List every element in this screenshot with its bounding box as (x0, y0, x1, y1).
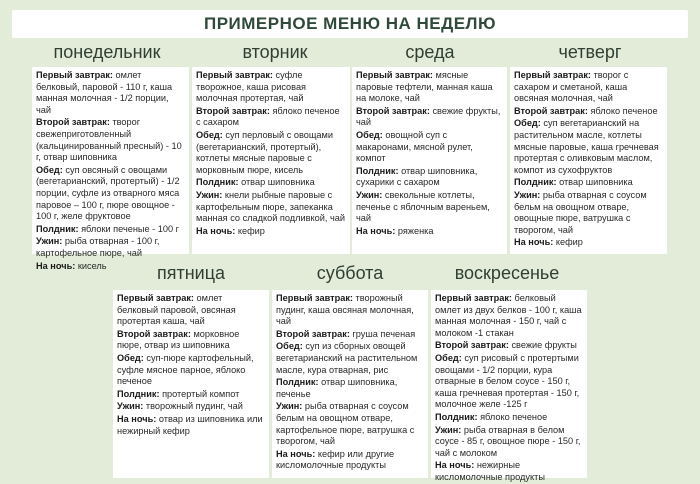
meal-entry (117, 329, 265, 352)
meal-entry (196, 177, 346, 189)
meal-label: Полдник: (435, 411, 478, 422)
meal-entry (276, 449, 424, 472)
meal-text: кефир (553, 237, 583, 248)
meal-entry (196, 70, 346, 105)
meal-text: свежие фрукты (508, 340, 577, 351)
meal-text: яблоко печеное (587, 105, 658, 116)
meal-label: Полдник: (276, 377, 319, 388)
meal-label: На ночь: (196, 225, 236, 236)
meal-entry (117, 414, 265, 437)
meal-label: Второй завтрак: (117, 328, 191, 339)
day-heading-saturday: суббота (316, 263, 384, 283)
meal-text: омлет белковый паровой, овсяная протертая каша, чай (117, 293, 236, 327)
meal-label: Второй завтрак: (435, 340, 509, 351)
meal-text: яблоко печеное с сахаром (196, 105, 340, 128)
meal-text: отвар из шиповника или нежирный кефир (117, 413, 263, 436)
meal-label: На ночь: (276, 448, 316, 459)
meal-entry (196, 190, 346, 225)
meal-text: суфле творожное, каша рисовая молочная протертая, чай (196, 70, 307, 104)
meal-label: Обед: (514, 118, 541, 129)
meal-text: творожный пудинг, каша овсяная молочная, чай (276, 293, 414, 327)
meal-text: мясные паровые тефтели, манная каша на молоке, чай (356, 70, 493, 104)
meal-entry (276, 293, 424, 328)
meal-label: На ночь: (514, 237, 554, 248)
meal-entry (36, 117, 185, 163)
meal-text: отвар шиповника, печенье (276, 377, 398, 399)
meal-text: овощной суп с макаронами, мясной рулет, компот (356, 129, 473, 164)
meal-text: рыба отварная с соусом бельм на овощном отваре, овощные пюре, ватрушка с творогом, чай (514, 189, 647, 235)
meal-text: суп рисовый с протертыми овощами - 1/2 порции, кура отварные в белом соусе - 150 г, каша гречневая протертая - 150 г, молочное желе -125 г (435, 352, 580, 410)
meal-text: ряженка (395, 225, 434, 236)
meal-label: Второй завтрак: (514, 105, 588, 116)
meal-label: Полдник: (356, 165, 399, 176)
meal-text: отвар шиповника (556, 177, 633, 188)
title-bar (0, 0, 700, 40)
day-card-tuesday (192, 67, 350, 254)
meal-entry (196, 130, 346, 176)
meal-text: кефир (235, 225, 265, 236)
meal-entry (356, 70, 503, 105)
meal-label: Второй завтрак: (276, 328, 350, 339)
meal-entry (196, 226, 346, 238)
meal-entry (276, 341, 424, 376)
meal-label: Обед: (276, 341, 303, 352)
meal-entry (435, 340, 583, 352)
day-heading-thursday: четверг (558, 42, 622, 62)
meal-entry (514, 190, 663, 236)
meal-text: груша печеная (349, 328, 416, 339)
meal-entry (36, 165, 185, 223)
meal-entry (435, 293, 583, 339)
meal-text: протертый компот (159, 388, 240, 399)
day-card-sunday (431, 290, 587, 482)
meal-entry (514, 106, 663, 118)
meal-text: свежие фрукты, чай (356, 105, 501, 128)
meal-text: свекольные котлеты, печенье с яблочным вареньем, чай (356, 189, 490, 224)
meal-label: Второй завтрак: (356, 105, 430, 116)
meal-entry (196, 106, 346, 129)
meal-label: Ужин: (196, 189, 223, 200)
meal-entry (514, 118, 663, 176)
meal-label: Первый завтрак: (435, 293, 512, 303)
meal-text: суп-пюре картофельный, суфле мясное парное, яблоко печеное (117, 352, 254, 387)
meal-label: Полдник: (117, 388, 160, 399)
meal-label: Первый завтрак: (356, 70, 433, 80)
day-card-friday (113, 290, 269, 478)
meal-label: Первый завтрак: (514, 70, 591, 80)
meal-label: Первый завтрак: (276, 293, 353, 303)
meal-entry (276, 329, 424, 341)
meal-label: Ужин: (36, 236, 63, 247)
meal-text: творог свежеприготовленный (кальцинированный пресный) - 10 г, отвар шиповника (36, 117, 182, 163)
meal-label: Обед: (356, 129, 383, 140)
meal-text: кисель (75, 260, 107, 271)
meal-entry (356, 106, 503, 129)
meal-text: рыба отварная с соусом белым на овощном отваре, картофельное пюре, ватрушка с творогом, чай (276, 401, 415, 447)
meal-text: рыба отварная - 100 г, картофельное пюре, чай (36, 236, 160, 258)
meal-text: суп из сборных овощей вегетарианский на растительном масле, кура отварная, рис (276, 341, 418, 375)
meal-label: Обед: (36, 164, 63, 175)
meal-entry (36, 70, 185, 116)
meal-label: На ночь: (117, 413, 157, 424)
meal-label: На ночь: (435, 460, 475, 471)
meal-label: На ночь: (36, 260, 76, 271)
meal-label: Ужин: (276, 401, 303, 412)
day-heading-monday: понедельник (53, 42, 161, 62)
meal-text: белковый омлет из двух белков - 100 г, каша манная молочная - 150 г, чай с молоком -1 стакан (435, 293, 582, 338)
day-card-saturday (272, 290, 428, 478)
meal-label: Первый завтрак: (196, 70, 273, 80)
meal-entry (514, 177, 663, 189)
meal-label: Ужин: (435, 424, 462, 435)
meal-entry (356, 166, 503, 189)
meal-entry (435, 353, 583, 411)
meal-label: Ужин: (117, 401, 144, 412)
meal-entry (36, 236, 185, 259)
meal-entry (117, 353, 265, 388)
meal-label: Первый завтрак: (117, 293, 194, 303)
meal-entry (276, 377, 424, 400)
meal-entry (356, 226, 503, 238)
meal-text: суп вегетарианский на растительном масле, котлеты мясные паровые, каша гречневая протертая с оливковым маслом, компот из сухофруктов (514, 118, 659, 175)
meal-entry (117, 389, 265, 401)
meal-text: морковное пюре, отвар из шиповника (117, 328, 240, 351)
meal-entry (36, 224, 185, 236)
meal-text: отвар шиповника (238, 177, 315, 188)
page-title: ПРИМЕРНОЕ МЕНЮ НА НЕДЕЛЮ (12, 10, 688, 38)
meal-text: рыба отварная в белом соусе - 85 г, овощное пюре - 150 г, чай с молоком (435, 424, 581, 458)
day-heading-wednesday: среда (405, 42, 455, 62)
meal-text: омлет белковый, паровой - 110 г, каша манная молочная - 1/2 порции, чай (36, 70, 173, 115)
meal-entry (276, 401, 424, 447)
meal-label: Первый завтрак: (36, 70, 113, 80)
meal-text: суп овсяный с овощами (вегетарианский, протертый) - 1/2 порции, суфле из отварного мяса паровое – 100 г, пюре овощное - 100 г, желе фруктовое (36, 164, 180, 222)
meal-entry (514, 70, 663, 105)
day-card-monday (32, 67, 189, 271)
meal-label: На ночь: (356, 225, 396, 236)
day-card-wednesday (352, 67, 507, 254)
meal-label: Полдник: (514, 177, 557, 188)
meal-entry (356, 190, 503, 225)
meal-label: Обед: (117, 352, 144, 363)
meal-text: яблоко печеное (477, 411, 548, 422)
meal-label: Полдник: (196, 177, 239, 188)
meal-text: кефир или другие кисломолочные продукты (276, 448, 395, 471)
day-heading-tuesday: вторник (242, 42, 308, 62)
day-heading-friday: пятница (156, 263, 226, 283)
meal-entry (514, 237, 663, 249)
day-heading-sunday: воскресенье (454, 263, 560, 283)
meal-text: творог с сахаром и сметаной, каша овсяная молочная, чай (514, 70, 629, 104)
meal-label: Обед: (196, 129, 223, 140)
meal-entry (356, 130, 503, 165)
meal-entry (435, 412, 583, 424)
meal-label: Обед: (435, 352, 462, 363)
meal-entry (117, 293, 265, 328)
meal-text: отвар шиповника, сухарики с сахаром (356, 165, 478, 188)
meal-label: Ужин: (514, 189, 541, 200)
meal-label: Второй завтрак: (36, 117, 110, 128)
meal-text: яблоки печеные - 100 г (78, 223, 180, 234)
meal-entry (435, 425, 583, 460)
meal-label: Второй завтрак: (196, 105, 270, 116)
meal-label: Ужин: (356, 189, 383, 200)
day-card-thursday (510, 67, 667, 254)
meal-label: Полдник: (36, 223, 79, 234)
meal-text: суп перловый с овощами (вегетарианский, протертый), котлеты мясные паровые с морковным пюре, кисель (196, 129, 333, 175)
meal-entry (117, 401, 265, 413)
meal-text: кнели рыбные паровые с картофельным пюре, запеканка манная со сладкой подливкой, чай (196, 189, 346, 224)
meal-entry (435, 460, 583, 483)
meal-text: нежирные кисломолочные продукты (435, 460, 545, 482)
meal-text: творожный пудинг, чай (143, 401, 243, 412)
